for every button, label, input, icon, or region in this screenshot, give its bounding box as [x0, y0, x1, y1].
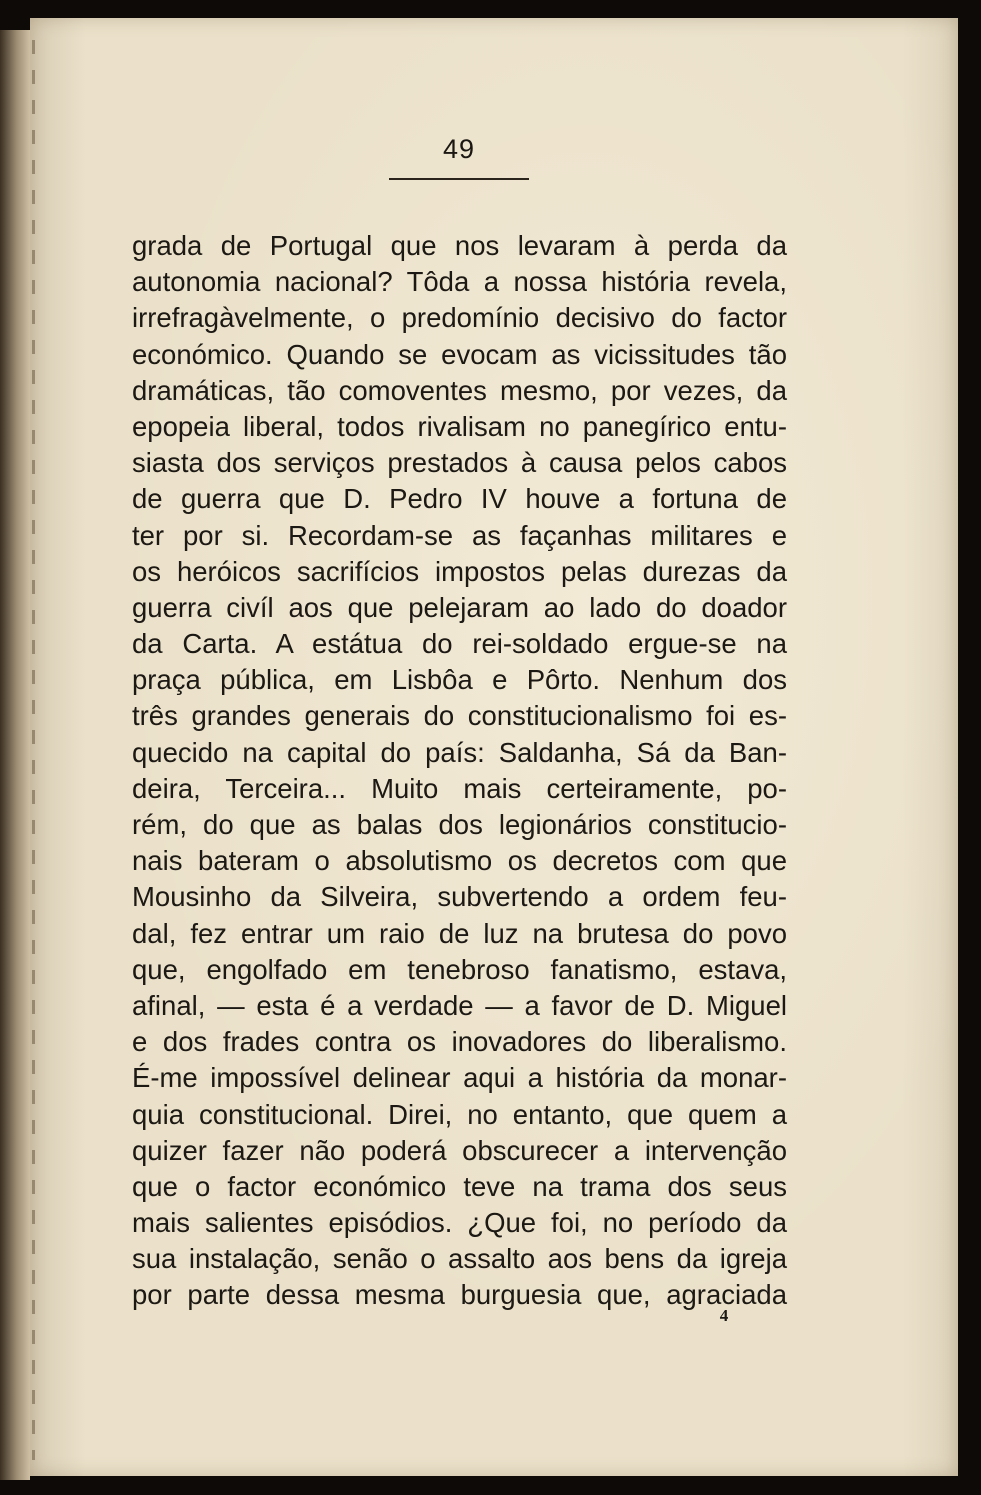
- text-line: que, engolfado em tenebroso fanatismo, estava,: [132, 953, 787, 985]
- text-line: praça pública, em Lisbôa e Pôrto. Nenhum dos: [132, 664, 787, 696]
- body-text: [132, 228, 787, 1314]
- text-line: ter por si. Recordam-se as façanhas militares e: [132, 519, 787, 551]
- text-line: autonomia nacional? Tôda a nossa história revela,: [132, 266, 787, 298]
- header-rule: [389, 178, 529, 180]
- text-line: quia constitucional. Direi, no entanto, que quem a: [132, 1098, 787, 1130]
- text-line: dal, fez entrar um raio de luz na brutesa do povo: [132, 917, 787, 949]
- text-line: de guerra que D. Pedro IV houve a fortuna de: [132, 483, 787, 515]
- text-line: quecido na capital do país: Saldanha, Sá da Ban-: [132, 736, 787, 768]
- page-left-edge: [0, 30, 30, 1480]
- text-line: Mousinho da Silveira, subvertendo a ordem feu-: [132, 881, 787, 913]
- text-line: por parte dessa mesma burguesia que, agraciada: [132, 1279, 787, 1311]
- text-line: guerra civíl aos que pelejaram ao lado do doador: [132, 591, 787, 623]
- text-line: da Carta. A estátua do rei-soldado ergue-se na: [132, 628, 787, 660]
- page-number: 49: [442, 134, 476, 164]
- text-line: É-me impossível delinear aqui a história da monar-: [132, 1062, 787, 1094]
- text-line: siasta dos serviços prestados à causa pelos cabos: [132, 447, 787, 479]
- text-line: epopeia liberal, todos rivalisam no panegírico entu-: [132, 410, 787, 442]
- text-line: quizer fazer não poderá obscurecer a intervenção: [132, 1134, 787, 1166]
- text-line: irrefragàvelmente, o predomínio decisivo do factor: [132, 302, 787, 334]
- text-line: rém, do que as balas dos legionários constitucio-: [132, 809, 787, 840]
- text-line: económico. Quando se evocam as vicissitudes tão: [132, 338, 787, 370]
- signature-mark: 4: [719, 1306, 729, 1325]
- text-line: sua instalação, senão o assalto aos bens da igreja: [132, 1243, 787, 1275]
- text-line: mais salientes episódios. ¿Que foi, no período da: [132, 1207, 787, 1239]
- text-line: grada de Portugal que nos levaram à perda da: [132, 230, 787, 261]
- text-line: três grandes generais do constitucionalismo foi es-: [132, 700, 787, 732]
- text-line: nais bateram o absolutismo os decretos com que: [132, 845, 787, 877]
- text-line: que o factor económico teve na trama dos seus: [132, 1170, 787, 1202]
- text-line: dramáticas, tão comoventes mesmo, por vezes, da: [132, 374, 787, 406]
- text-line: os heróicos sacrifícios impostos pelas durezas da: [132, 555, 787, 587]
- binding-stitch: [32, 40, 35, 1460]
- text-line: deira, Terceira... Muito mais certeiramente, po-: [132, 772, 787, 804]
- text-line: afinal, — esta é a verdade — a favor de D. Miguel: [132, 989, 787, 1021]
- text-line: e dos frades contra os inovadores do liberalismo.: [132, 1026, 787, 1058]
